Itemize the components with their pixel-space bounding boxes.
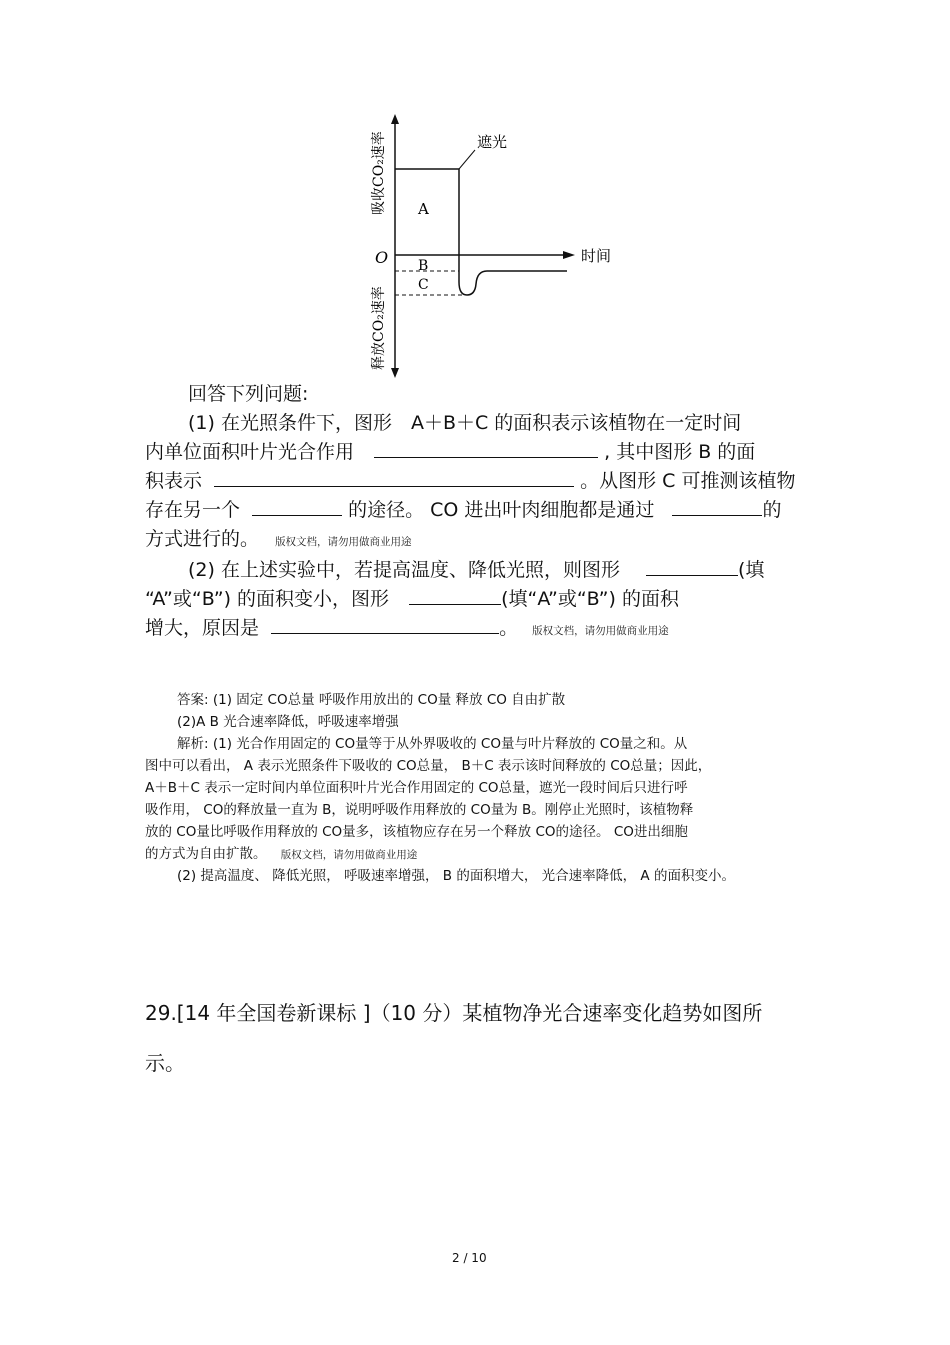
q2-line3-text: 增大，原因是 bbox=[145, 617, 260, 639]
respiration-curve bbox=[459, 255, 567, 295]
q2-line3-text-b: 。 bbox=[499, 617, 519, 639]
q1-line4 bbox=[145, 496, 781, 525]
q1-line1: (1) 在光照条件下，图形 A＋B＋C 的面积表示该植物在一定时间 bbox=[188, 412, 742, 434]
q1-line3 bbox=[145, 467, 795, 496]
q1-line2-text: 内单位面积叶片光合作用 bbox=[145, 441, 355, 463]
analysis-line6 bbox=[145, 843, 417, 866]
analysis-line2: 图中可以看出， A 表示光照条件下吸收的 CO总量， B＋C 表示该时间释放的 CO总量；因此， bbox=[145, 758, 712, 774]
page-number: 2 / 10 bbox=[452, 1251, 487, 1265]
q2-line1 bbox=[188, 556, 764, 585]
q1-line4-text-d: 的 bbox=[762, 499, 782, 521]
x-axis-arrow bbox=[563, 251, 575, 259]
analysis-line4: 吸作用， CO的释放量一直为 B，说明呼吸作用释放的 CO量为 B。刚停止光照时，该植物释 bbox=[145, 802, 694, 818]
analysis-line1: 解析: (1) 光合作用固定的 CO量等于从外界吸收的 CO量与叶片释放的 CO量之和。从 bbox=[177, 736, 688, 752]
y-axis-arrow-up bbox=[391, 114, 399, 124]
watermark-1: 版权文档，请勿用做商业用途 bbox=[275, 536, 412, 548]
region-a-label: A bbox=[418, 200, 429, 218]
answer-line1: 答案: (1) 固定 CO总量 呼吸作用放出的 CO量 释放 CO 自由扩散 bbox=[177, 692, 566, 708]
origin-label: O bbox=[375, 248, 389, 267]
analysis-line5: 放的 CO量比呼吸作用释放的 CO量多，该植物应存在另一个释放 CO的途径。 CO进出细胞 bbox=[145, 824, 688, 840]
blank-7[interactable] bbox=[271, 615, 499, 634]
watermark-2: 版权文档，请勿用做商业用途 bbox=[532, 625, 669, 637]
y-axis-arrow-down bbox=[391, 368, 399, 378]
region-b-label: B bbox=[418, 258, 429, 274]
next-question-line1: 29.[14 年全国卷新课标 ]（10 分）某植物净光合速率变化趋势如图所 bbox=[145, 1001, 763, 1025]
q2-line2-text: “A”或“B”) 的面积变小，图形 bbox=[145, 588, 390, 610]
answer-line2: (2)A B 光合速率降低，呼吸速率增强 bbox=[177, 714, 399, 730]
region-c-label: C bbox=[418, 277, 429, 293]
shade-leader bbox=[459, 150, 475, 169]
q1-line3-text-b: 。从图形 C 可推测该植物 bbox=[580, 470, 796, 492]
blank-3[interactable] bbox=[252, 497, 342, 516]
x-axis-label: 时间 bbox=[581, 247, 612, 265]
next-question-line2: 示。 bbox=[145, 1051, 185, 1075]
co2-rate-figure bbox=[355, 112, 635, 382]
q2-line1-text-b: (填 bbox=[738, 559, 765, 581]
analysis-line3: A＋B＋C 表示一定时间内单位面积叶片光合作用固定的 CO总量，遮光一段时间后只进行呼 bbox=[145, 780, 688, 796]
q1-line5-text: 方式进行的。 bbox=[145, 528, 260, 550]
shade-label: 遮光 bbox=[477, 133, 508, 151]
q1-line2 bbox=[145, 438, 755, 467]
q1-line2-text-b: , 其中图形 B 的面 bbox=[604, 441, 756, 463]
analysis-line6-text: 的方式为自由扩散。 bbox=[145, 846, 267, 862]
q1-line3-text: 积表示 bbox=[145, 470, 203, 492]
y-up-label: 吸收CO₂速率 bbox=[371, 131, 387, 215]
analysis-line7: (2) 提高温度、 降低光照， 呼吸速率增强， B 的面积增大， 光合速率降低， A 的面积变小。 bbox=[177, 868, 735, 884]
q2-line1-text: (2) 在上述实验中，若提高温度、降低光照，则图形 bbox=[188, 559, 620, 581]
y-down-label: 释放CO₂速率 bbox=[371, 286, 387, 370]
blank-1[interactable] bbox=[374, 439, 598, 458]
blank-4[interactable] bbox=[672, 497, 762, 516]
q1-line4-text: 存在另一个 bbox=[145, 499, 241, 521]
q2-line3 bbox=[145, 614, 669, 646]
watermark-3: 版权文档，请勿用做商业用途 bbox=[280, 849, 418, 861]
q1-line4-text-b: 的途径。 CO bbox=[348, 499, 459, 521]
blank-6[interactable] bbox=[409, 586, 501, 605]
q2-line2 bbox=[145, 585, 679, 614]
question-intro: 回答下列问题: bbox=[188, 383, 309, 405]
q1-line4-text-c: 进出叶肉细胞都是通过 bbox=[464, 499, 655, 521]
blank-5[interactable] bbox=[646, 557, 738, 576]
blank-2[interactable] bbox=[214, 468, 574, 487]
q2-line2-text-b: (填“A”或“B”) 的面积 bbox=[501, 588, 679, 610]
q1-line5 bbox=[145, 525, 412, 557]
